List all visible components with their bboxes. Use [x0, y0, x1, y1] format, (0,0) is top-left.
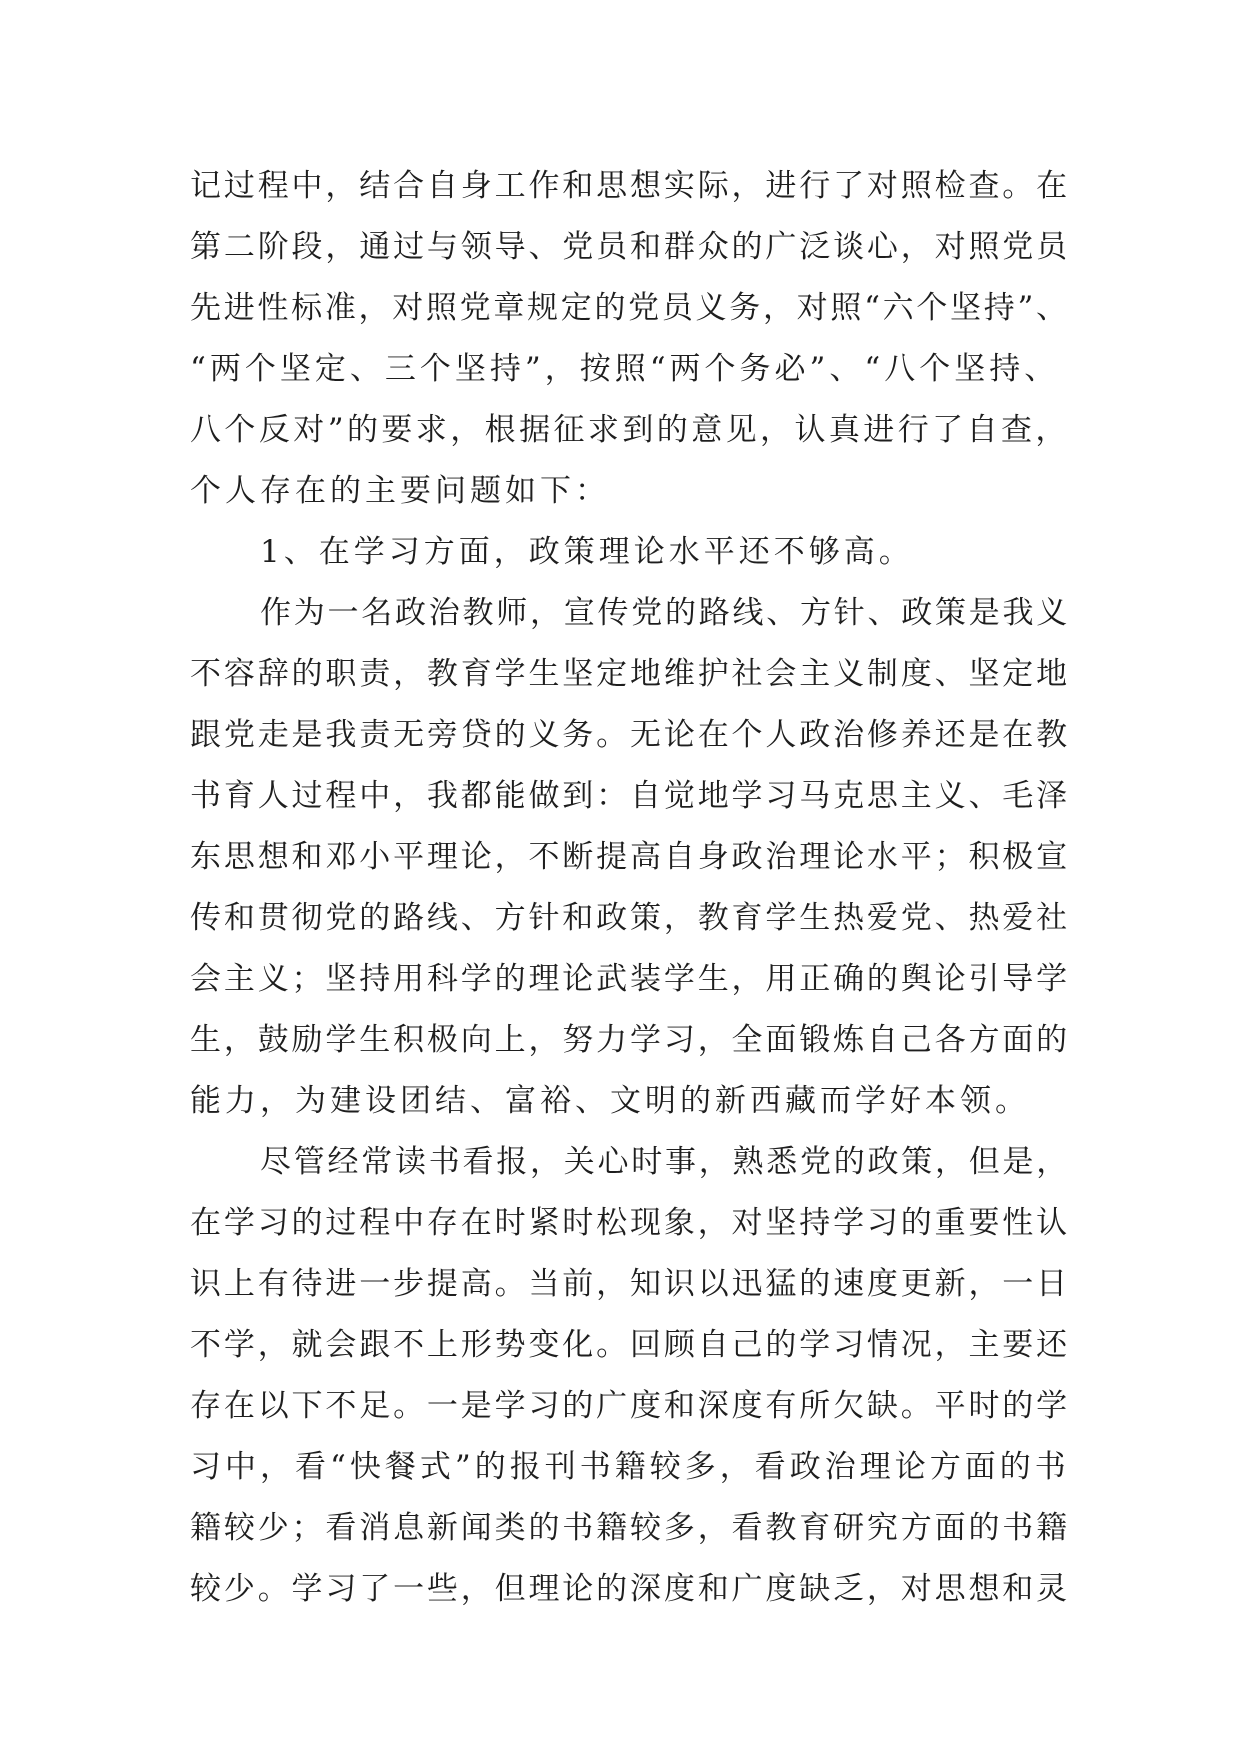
text-line: 能力，为建设团结、富裕、文明的新西藏而学好本领。 [190, 1083, 1030, 1119]
text-line: 不容辞的职责，教育学生坚定地维护社会主义制度、坚定地 [190, 656, 1070, 692]
text-line: 较少。学习了一些，但理论的深度和广度缺乏，对思想和灵 [190, 1571, 1070, 1607]
text-line: 记过程中，结合自身工作和思想实际，进行了对照检查。在 [190, 168, 1070, 204]
text-line: 籍较少；看消息新闻类的书籍较多，看教育研究方面的书籍 [190, 1510, 1070, 1546]
text-line: 会主义；坚持用科学的理论武装学生，用正确的舆论引导学 [190, 961, 1070, 997]
text-line: 东思想和邓小平理论，不断提高自身政治理论水平；积极宣 [190, 839, 1070, 875]
text-line: 尽管经常读书看报，关心时事，熟悉党的政策，但是， [260, 1144, 1070, 1180]
text-line: “两个坚定、三个坚持”，按照“两个务必”、“八个坚持、 [190, 351, 1060, 387]
text-line: 跟党走是我责无旁贷的义务。无论在个人政治修养还是在教 [190, 717, 1070, 753]
text-line: 习中，看“快餐式”的报刊书籍较多，看政治理论方面的书 [190, 1449, 1070, 1485]
text-line: 作为一名政治教师，宣传党的路线、方针、政策是我义 [260, 595, 1070, 631]
text-line: 识上有待进一步提高。当前，知识以迅猛的速度更新，一日 [190, 1266, 1070, 1302]
body-text [190, 156, 1070, 1620]
text-line: 传和贯彻党的路线、方针和政策，教育学生热爱党、热爱社 [190, 900, 1070, 936]
text-line: 八个反对”的要求，根据征求到的意见，认真进行了自查， [190, 412, 1070, 448]
text-line: 在学习的过程中存在时紧时松现象，对坚持学习的重要性认 [190, 1205, 1070, 1241]
text-line: 第二阶段，通过与领导、党员和群众的广泛谈心，对照党员 [190, 229, 1070, 265]
text-line: 个人存在的主要问题如下： [190, 473, 610, 509]
text-line: 1、在学习方面，政策理论水平还不够高。 [260, 534, 914, 570]
text-line: 先进性标准，对照党章规定的党员义务，对照“六个坚持”、 [190, 290, 1070, 326]
text-line: 不学，就会跟不上形势变化。回顾自己的学习情况，主要还 [190, 1327, 1070, 1363]
text-line: 书育人过程中，我都能做到：自觉地学习马克思主义、毛泽 [190, 778, 1070, 814]
text-line: 生，鼓励学生积极向上，努力学习，全面锻炼自己各方面的 [190, 1022, 1070, 1058]
text-line: 存在以下不足。一是学习的广度和深度有所欠缺。平时的学 [190, 1388, 1070, 1424]
